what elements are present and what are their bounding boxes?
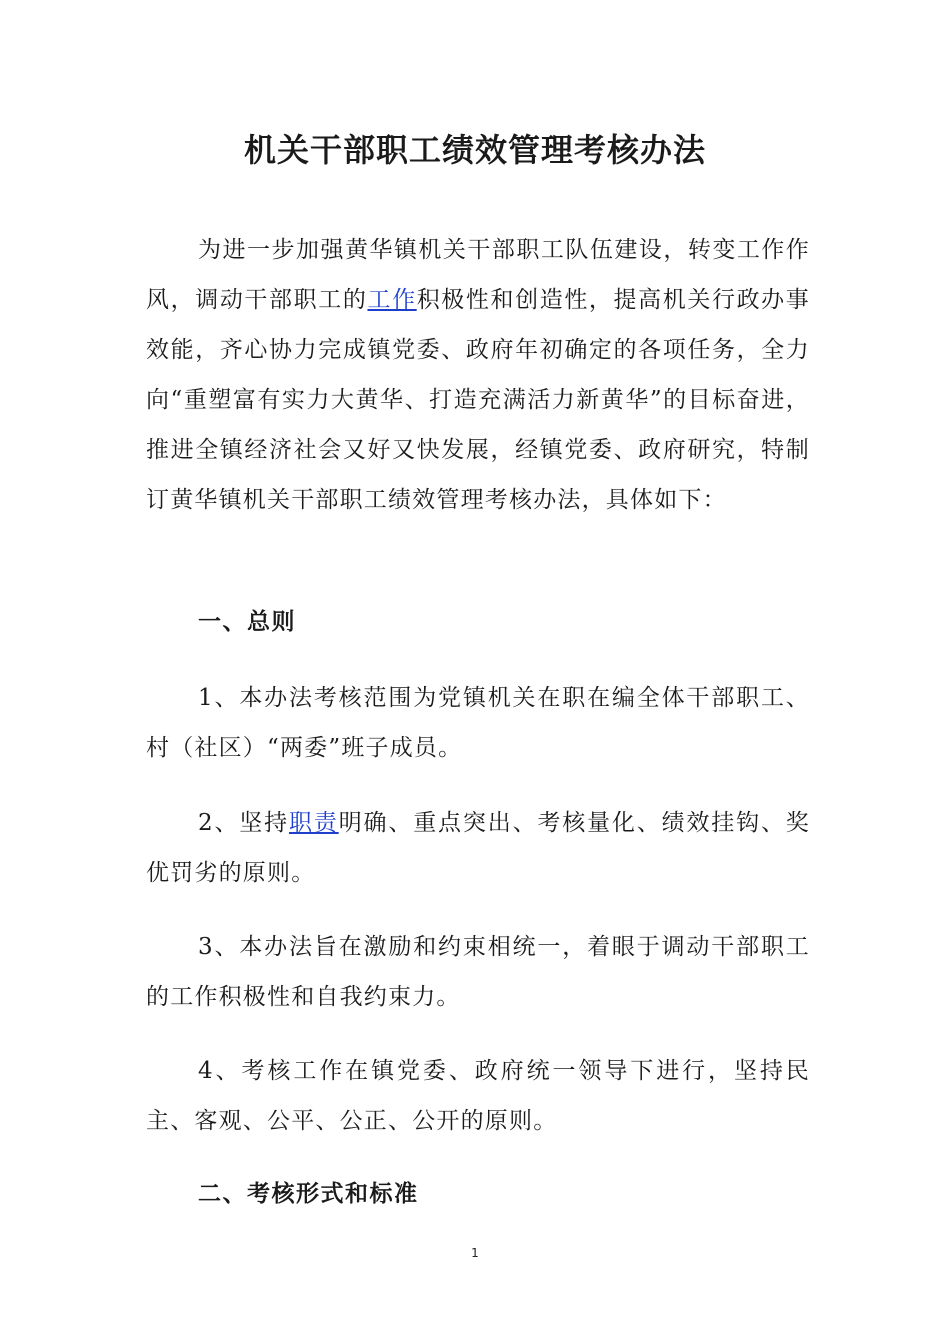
item-4-paragraph: 4、考核工作在镇党委、政府统一领导下进行，坚持民主、客观、公平、公正、公开的原则。 bbox=[146, 1058, 810, 1134]
intro-text-start: 为进一步加强黄华镇机关干部职工队伍建设，转变工作作风，调动干部职工的 bbox=[146, 237, 810, 313]
page-number: 1 bbox=[471, 1246, 479, 1260]
section-heading-assessment: 二、考核形式和标准 bbox=[198, 1181, 419, 1207]
intro-text-end: 积极性和创造性，提高机关行政办事效能，齐心协力完成镇党委、政府年初确定的各项任务，全力向“重塑富有实力大黄华、打造充满活力新黄华”的目标奋进，推进全镇经济社会又好又快发展，经镇党委、政府研究，特制订黄华镇机关干部职工绩效管理考核办法，具体如下： bbox=[146, 287, 810, 513]
item-2-paragraph bbox=[146, 798, 810, 898]
item-3-paragraph: 3、本办法旨在激励和约束相统一，着眼于调动干部职工的工作积极性和自我约束力。 bbox=[146, 934, 810, 1010]
work-link[interactable]: 工作 bbox=[367, 287, 417, 313]
item-2-text-end: 明确、重点突出、考核量化、绩效挂钩、奖优罚劣的原则。 bbox=[146, 810, 810, 886]
section-heading-general: 一、总则 bbox=[198, 609, 296, 635]
item-1-paragraph: 1、本办法考核范围为党镇机关在职在编全体干部职工、村（社区）“两委”班子成员。 bbox=[146, 685, 810, 761]
item-2-text-start: 2、坚持 bbox=[198, 810, 289, 836]
document-title: 机关干部职工绩效管理考核办法 bbox=[243, 131, 706, 169]
duty-link[interactable]: 职责 bbox=[289, 810, 339, 836]
intro-paragraph bbox=[146, 225, 810, 525]
